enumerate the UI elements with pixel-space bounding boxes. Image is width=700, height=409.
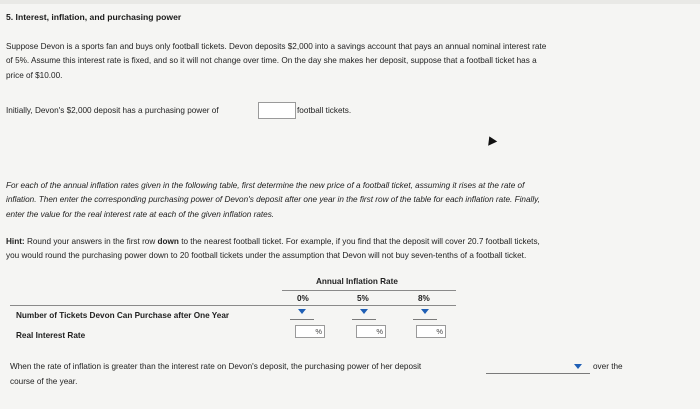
real-rate-8pct-input[interactable]: % bbox=[416, 325, 446, 338]
conclusion-suffix: over the bbox=[593, 362, 623, 371]
initial-purchasing-power-suffix: football tickets. bbox=[297, 106, 352, 115]
tickets-5pct-dropdown[interactable] bbox=[352, 308, 376, 320]
chevron-down-icon bbox=[421, 309, 429, 314]
tickets-0pct-dropdown[interactable] bbox=[290, 308, 314, 320]
intro-line-3: price of $10.00. bbox=[6, 70, 63, 80]
top-strip bbox=[0, 0, 700, 4]
tickets-8pct-dropdown[interactable] bbox=[413, 308, 437, 320]
dropdown-underline bbox=[352, 319, 376, 320]
instructions-line-2: inflation. Then enter the corresponding purchasing power of Devon's deposit after one year in the first row of the table for each inflation rate. Finally, bbox=[6, 195, 540, 205]
column-header-5pct: 5% bbox=[357, 294, 369, 303]
hint-emphasis: down bbox=[157, 237, 179, 246]
hint-text-c: to the nearest football ticket. For example, if you find that the deposit will cover 20.7 football tickets, bbox=[181, 237, 540, 246]
intro-line-2: of 5%. Assume this interest rate is fixed, and so it will not change over time. On the day she makes her deposit, suppose that a football ticket has a bbox=[6, 56, 537, 66]
column-header-0pct: 0% bbox=[297, 294, 309, 303]
group-header-rule bbox=[282, 290, 456, 291]
column-header-8pct: 8% bbox=[418, 294, 430, 303]
hint-line-2: you would round the purchasing power down to 20 football tickets under the assumption that Devon will not buy seven-tenths of a football ticket. bbox=[6, 251, 527, 261]
instructions-line-3: enter the value for the real interest rate at each of the given inflation rates. bbox=[6, 209, 275, 219]
dropdown-underline bbox=[413, 319, 437, 320]
hint-paragraph bbox=[6, 235, 692, 264]
hint-text-a: Round your answers in the first row bbox=[26, 237, 156, 246]
real-rate-0pct-input[interactable]: % bbox=[295, 325, 325, 338]
row-label-real-rate: Real Interest Rate bbox=[16, 331, 86, 340]
hint-label: Hint: bbox=[6, 237, 25, 246]
chevron-down-icon bbox=[298, 309, 306, 314]
question-title: 5. Interest, inflation, and purchasing power bbox=[6, 12, 182, 22]
real-rate-5pct-input[interactable]: % bbox=[356, 325, 386, 338]
dropdown-underline bbox=[486, 373, 590, 374]
chevron-down-icon bbox=[574, 364, 582, 369]
conclusion-line-2: course of the year. bbox=[10, 377, 78, 386]
purchasing-power-direction-dropdown[interactable] bbox=[486, 362, 590, 374]
dropdown-underline bbox=[290, 319, 314, 320]
intro-line-1: Suppose Devon is a sports fan and buys only football tickets. Devon deposits $2,000 into a savings account that pays an annual nominal interest rate bbox=[6, 42, 547, 51]
table-header-rule bbox=[10, 305, 456, 306]
table-group-header: Annual Inflation Rate bbox=[316, 277, 398, 286]
instructions-paragraph bbox=[6, 179, 692, 222]
hint-line-1 bbox=[6, 235, 692, 249]
initial-purchasing-power-input[interactable] bbox=[258, 102, 296, 119]
mouse-cursor-icon bbox=[485, 134, 497, 145]
intro-paragraph bbox=[6, 40, 692, 83]
conclusion-line-1: When the rate of inflation is greater than the interest rate on Devon's deposit, the purchasing power of her deposit bbox=[10, 362, 422, 371]
chevron-down-icon bbox=[360, 309, 368, 314]
initial-purchasing-power-prefix: Initially, Devon's $2,000 deposit has a purchasing power of bbox=[6, 106, 219, 115]
row-label-tickets: Number of Tickets Devon Can Purchase after One Year bbox=[16, 311, 230, 320]
instructions-line-1: For each of the annual inflation rates given in the following table, first determine the new price of a football ticket, assuming it rises at the rate of bbox=[6, 181, 525, 190]
